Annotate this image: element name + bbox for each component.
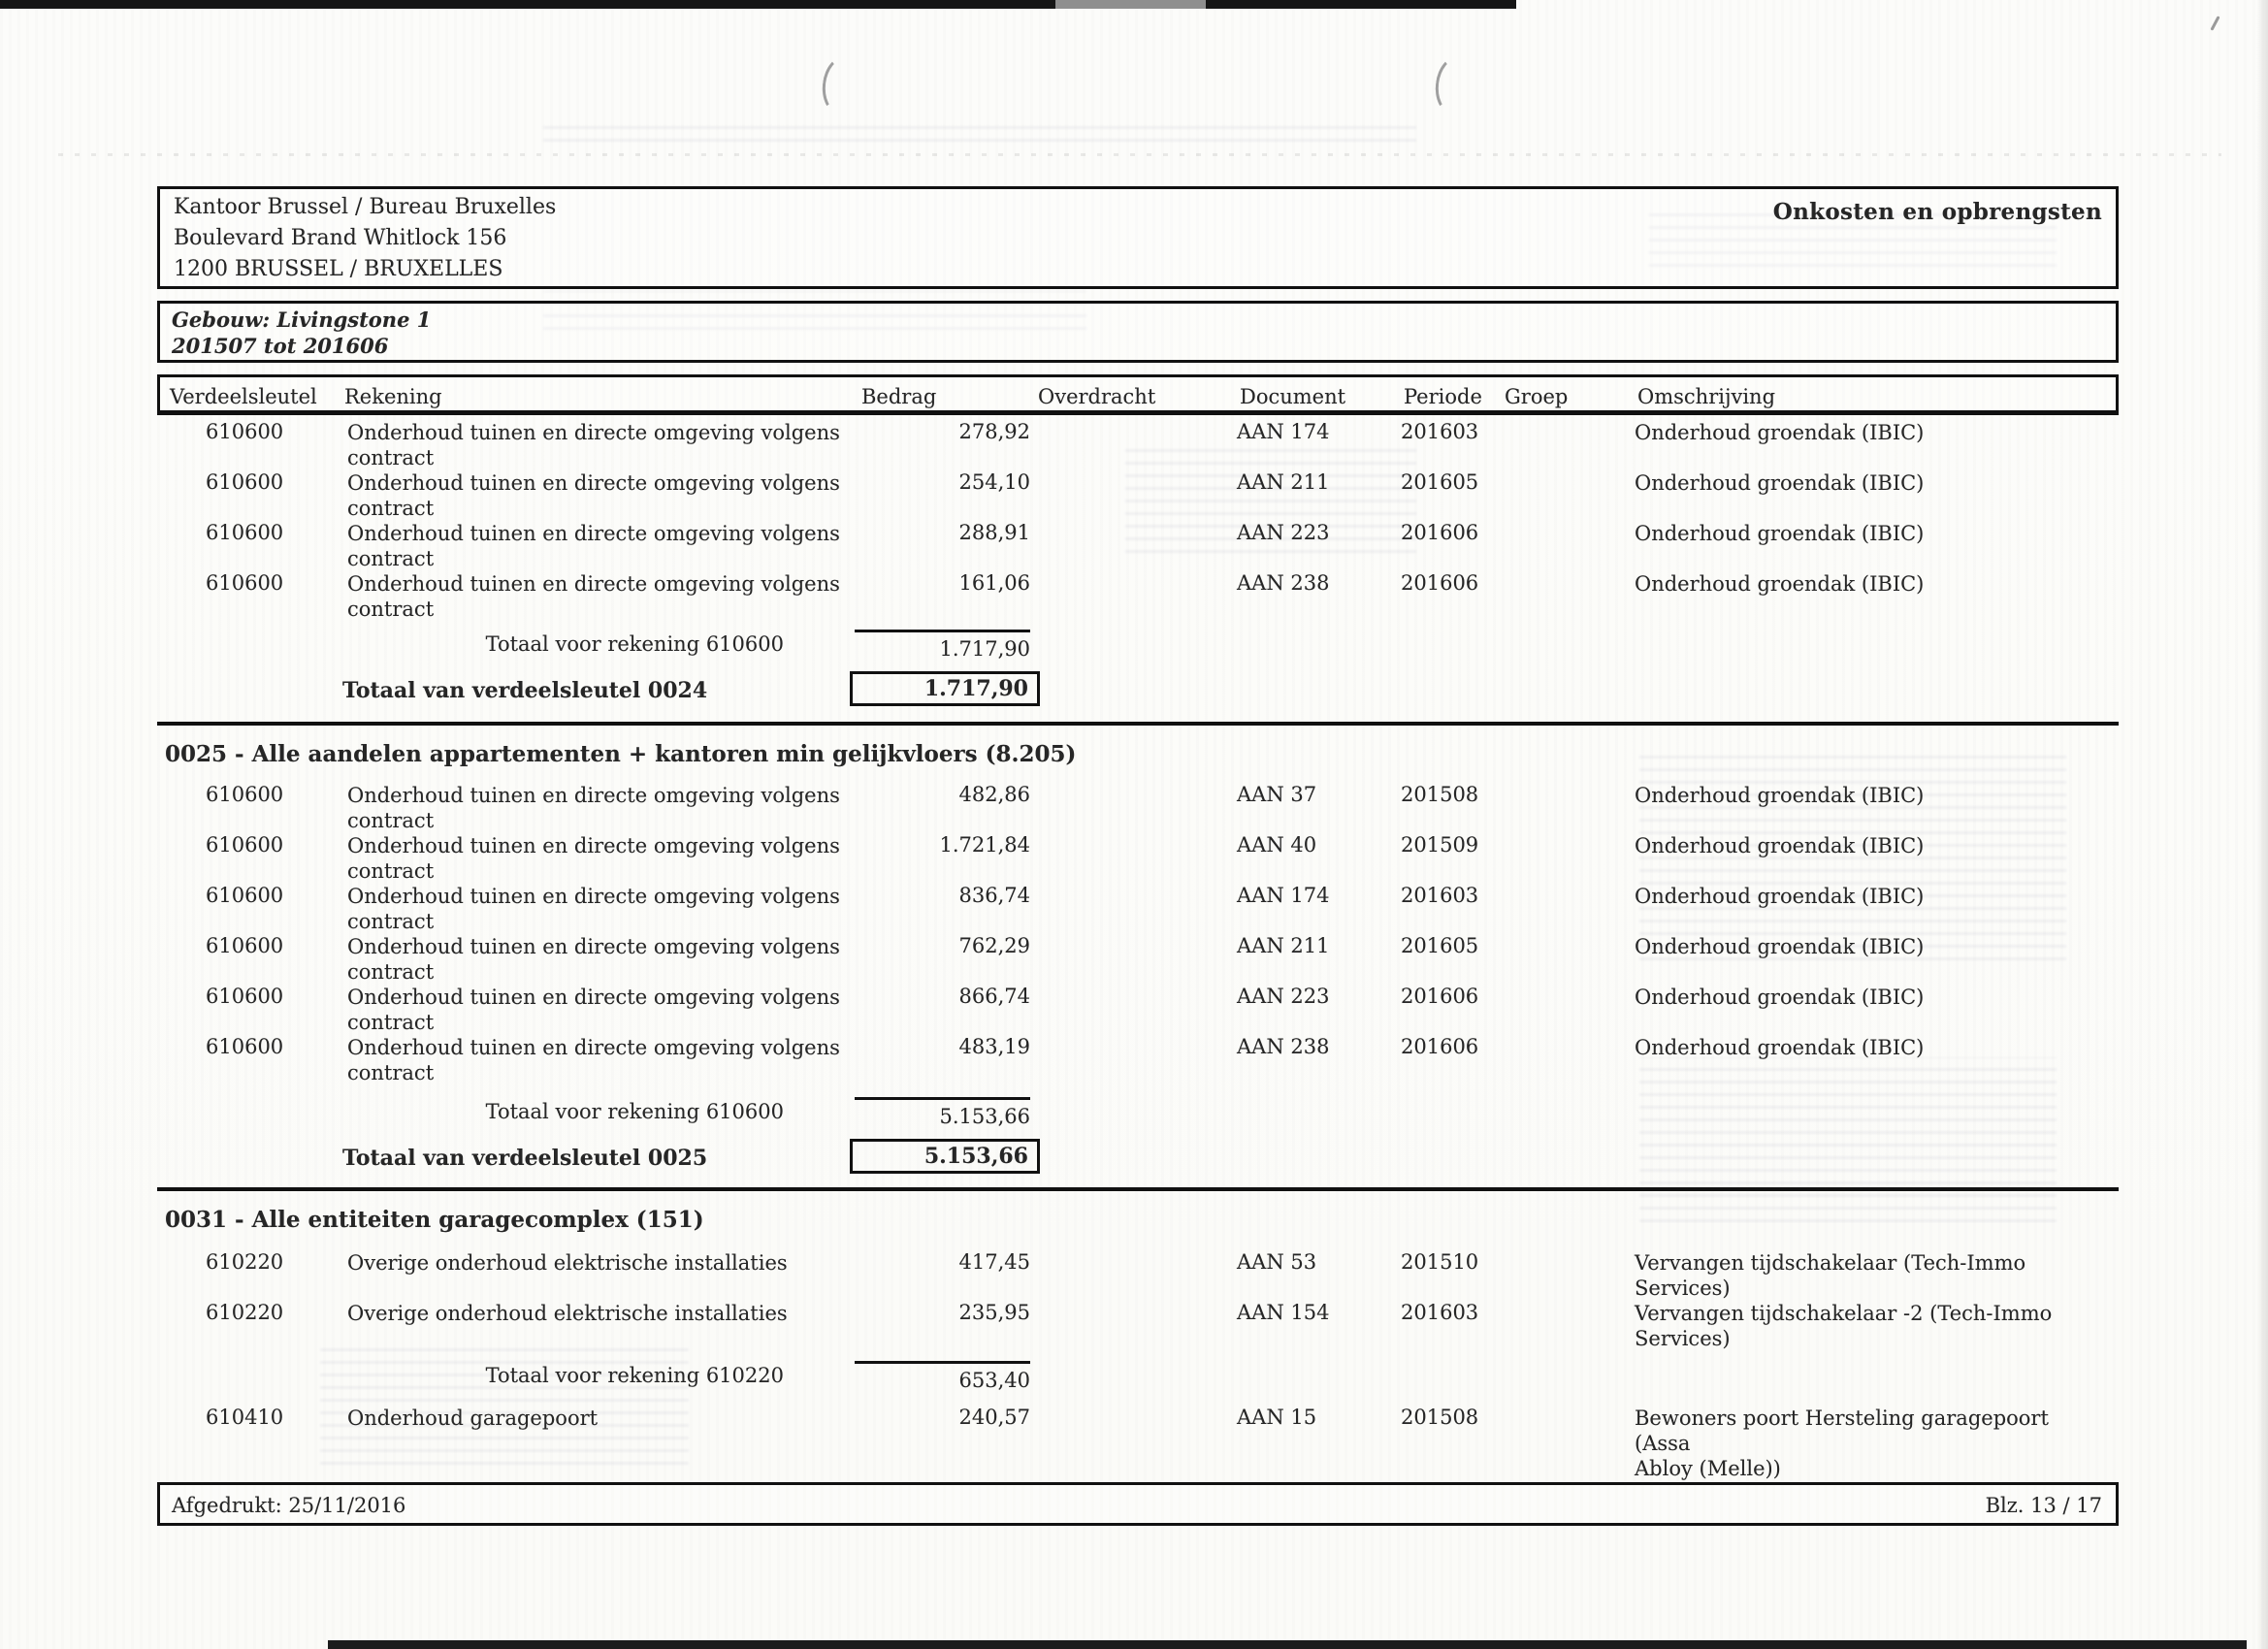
row-remark: Onderhoud groendak (IBIC)	[1635, 421, 1925, 444]
row-account: 610600	[206, 420, 284, 443]
section-divider	[157, 1187, 2119, 1191]
key-total-label: Totaal van verdeelsleutel 0025	[342, 1146, 708, 1171]
row-remark: Onderhoud groendak (IBIC)	[1635, 935, 1925, 958]
footer-box	[157, 1482, 2119, 1526]
row-description: Onderhoud tuinen en directe omgeving volgens contract	[347, 784, 840, 832]
total-rule	[855, 1361, 1030, 1364]
account-total-row	[157, 625, 2119, 669]
table-row	[157, 1300, 2119, 1350]
row-period: 201606	[1401, 571, 1479, 595]
table-row	[157, 419, 2119, 469]
report-title: Onkosten en opbrengsten	[1772, 199, 2102, 225]
account-total-amount: 5.153,66	[939, 1105, 1030, 1128]
printed-date: Afgedrukt: 25/11/2016	[172, 1494, 406, 1517]
row-amount: 482,86	[958, 783, 1030, 806]
section-divider	[157, 722, 2119, 726]
row-document: AAN 174	[1237, 884, 1330, 907]
row-period: 201606	[1401, 1035, 1479, 1058]
ledger-table	[157, 419, 2119, 1480]
row-document: AAN 15	[1237, 1406, 1317, 1429]
row-description: Onderhoud garagepoort	[347, 1406, 599, 1430]
office-city: 1200 BRUSSEL / BRUXELLES	[174, 257, 503, 281]
row-amount: 417,45	[958, 1250, 1030, 1274]
row-amount: 1.721,84	[939, 833, 1030, 857]
key-total-row	[157, 671, 2119, 710]
row-document: AAN 238	[1237, 571, 1330, 595]
section-title: 0031 - Alle entiteiten garagecomplex (151)	[165, 1207, 704, 1233]
row-description: Onderhoud tuinen en directe omgeving volgens contract	[347, 834, 840, 883]
table-row	[157, 1405, 2119, 1480]
row-amount: 288,91	[958, 521, 1030, 544]
key-total-row	[157, 1139, 2119, 1178]
scan-edge-bottom	[328, 1640, 2247, 1649]
row-document: AAN 53	[1237, 1250, 1317, 1274]
total-rule	[855, 630, 1030, 632]
row-account: 610600	[206, 783, 284, 806]
row-description: Onderhoud tuinen en directe omgeving volgens contract	[347, 1036, 840, 1084]
row-account: 610600	[206, 985, 284, 1008]
section-0024	[157, 419, 2119, 726]
row-amount: 836,74	[958, 884, 1030, 907]
row-document: AAN 211	[1237, 470, 1330, 494]
row-remark: Vervangen tijdschakelaar (Tech-Immo Services)	[1635, 1251, 2026, 1300]
table-row	[157, 520, 2119, 570]
office-street: Boulevard Brand Whitlock 156	[174, 226, 507, 250]
total-rule	[855, 1097, 1030, 1100]
row-description: Onderhoud tuinen en directe omgeving volgens contract	[347, 935, 840, 984]
table-row	[157, 570, 2119, 621]
row-account: 610600	[206, 470, 284, 494]
row-document: AAN 211	[1237, 934, 1330, 957]
account-total-amount: 1.717,90	[939, 637, 1030, 661]
row-account: 610220	[206, 1301, 284, 1324]
row-remark: Onderhoud groendak (IBIC)	[1635, 834, 1925, 857]
row-period: 201606	[1401, 985, 1479, 1008]
row-remark: Onderhoud groendak (IBIC)	[1635, 572, 1925, 596]
table-row	[157, 1249, 2119, 1300]
row-description: Onderhoud tuinen en directe omgeving volgens contract	[347, 471, 840, 520]
section-0025	[157, 741, 2119, 1191]
row-remark: Onderhoud groendak (IBIC)	[1635, 522, 1925, 545]
account-total-label: Totaal voor rekening 610600	[485, 1100, 784, 1123]
account-total-row	[157, 1092, 2119, 1137]
scan-edge-top	[0, 0, 1516, 9]
row-period: 201509	[1401, 833, 1479, 857]
table-row	[157, 984, 2119, 1034]
key-total-label: Totaal van verdeelsleutel 0024	[342, 678, 708, 703]
row-document: AAN 238	[1237, 1035, 1330, 1058]
page-curl-mark-icon	[819, 54, 864, 116]
row-description: Onderhoud tuinen en directe omgeving volgens contract	[347, 885, 840, 933]
scan-edge-top-gray	[1055, 0, 1206, 9]
row-document: AAN 37	[1237, 783, 1317, 806]
row-description: Onderhoud tuinen en directe omgeving volgens contract	[347, 522, 840, 570]
row-amount: 240,57	[958, 1406, 1030, 1429]
row-period: 201508	[1401, 783, 1479, 806]
column-header-rekening: Rekening	[344, 385, 442, 408]
row-account: 610410	[206, 1406, 284, 1429]
row-amount: 866,74	[958, 985, 1030, 1008]
row-description: Overige onderhoud elektrische installaties	[347, 1302, 788, 1325]
row-remark: Onderhoud groendak (IBIC)	[1635, 885, 1925, 908]
scan-speck-mark	[2210, 16, 2219, 31]
row-amount: 235,95	[958, 1301, 1030, 1324]
row-amount: 278,92	[958, 420, 1030, 443]
scan-noise-band	[58, 153, 2221, 156]
row-remark: Onderhoud groendak (IBIC)	[1635, 1036, 1925, 1059]
row-account: 610600	[206, 521, 284, 544]
row-period: 201603	[1401, 420, 1479, 443]
row-account: 610600	[206, 934, 284, 957]
account-total-amount: 653,40	[958, 1369, 1030, 1392]
row-document: AAN 174	[1237, 420, 1330, 443]
row-amount: 161,06	[958, 571, 1030, 595]
column-header-document: Document	[1240, 385, 1346, 408]
building-name: Gebouw: Livingstone 1	[172, 307, 432, 332]
column-header-bedrag: Bedrag	[861, 385, 937, 408]
account-total-label: Totaal voor rekening 610220	[485, 1364, 784, 1387]
table-row	[157, 883, 2119, 933]
key-total-amount: 1.717,90	[850, 671, 1040, 706]
column-header-omschrijving: Omschrijving	[1637, 385, 1776, 408]
row-remark: Vervangen tijdschakelaar -2 (Tech-Immo Services)	[1635, 1302, 2053, 1350]
column-header-groep: Groep	[1505, 385, 1569, 408]
table-row	[157, 782, 2119, 832]
row-description: Onderhoud tuinen en directe omgeving volgens contract	[347, 986, 840, 1034]
row-description: Onderhoud tuinen en directe omgeving volgens contract	[347, 421, 840, 469]
office-header-box	[157, 186, 2119, 289]
row-document: AAN 223	[1237, 521, 1330, 544]
column-header-verdeelsleutel: Verdeelsleutel	[170, 385, 317, 408]
table-header	[157, 374, 2119, 415]
row-period: 201606	[1401, 521, 1479, 544]
table-row	[157, 469, 2119, 520]
row-document: AAN 40	[1237, 833, 1317, 857]
building-box	[157, 301, 2119, 363]
row-period: 201508	[1401, 1406, 1479, 1429]
section-0031	[157, 1207, 2119, 1480]
row-amount: 483,19	[958, 1035, 1030, 1058]
column-header-overdracht: Overdracht	[1038, 385, 1156, 408]
table-row	[157, 1034, 2119, 1084]
row-account: 610600	[206, 571, 284, 595]
row-account: 610220	[206, 1250, 284, 1274]
account-total-row	[157, 1356, 2119, 1401]
row-period: 201605	[1401, 470, 1479, 494]
row-period: 201603	[1401, 1301, 1479, 1324]
account-total-label: Totaal voor rekening 610600	[485, 632, 784, 656]
table-row	[157, 933, 2119, 984]
page-curl-mark-icon	[1432, 54, 1477, 116]
row-account: 610600	[206, 884, 284, 907]
row-period: 201603	[1401, 884, 1479, 907]
row-remark: Bewoners poort Hersteling garagepoort (Assa Abloy (Melle))	[1635, 1406, 2049, 1480]
table-row	[157, 832, 2119, 883]
column-header-periode: Periode	[1404, 385, 1482, 408]
section-title: 0025 - Alle aandelen appartementen + kantoren min gelijkvloers (8.205)	[165, 741, 1077, 767]
row-account: 610600	[206, 1035, 284, 1058]
page-number: Blz. 13 / 17	[1985, 1494, 2102, 1517]
office-name: Kantoor Brussel / Bureau Bruxelles	[174, 195, 557, 219]
scan-edge-right-shadow	[2256, 0, 2268, 1649]
row-document: AAN 154	[1237, 1301, 1330, 1324]
row-period: 201510	[1401, 1250, 1479, 1274]
key-total-amount: 5.153,66	[850, 1139, 1040, 1174]
row-period: 201605	[1401, 934, 1479, 957]
row-remark: Onderhoud groendak (IBIC)	[1635, 784, 1925, 807]
row-amount: 762,29	[958, 934, 1030, 957]
row-document: AAN 223	[1237, 985, 1330, 1008]
row-remark: Onderhoud groendak (IBIC)	[1635, 986, 1925, 1009]
row-description: Overige onderhoud elektrische installaties	[347, 1251, 788, 1275]
period-range: 201507 tot 201606	[172, 334, 389, 358]
row-remark: Onderhoud groendak (IBIC)	[1635, 471, 1925, 495]
row-description: Onderhoud tuinen en directe omgeving volgens contract	[347, 572, 840, 621]
row-amount: 254,10	[958, 470, 1030, 494]
bleed-through-ghost	[543, 116, 1416, 142]
row-account: 610600	[206, 833, 284, 857]
